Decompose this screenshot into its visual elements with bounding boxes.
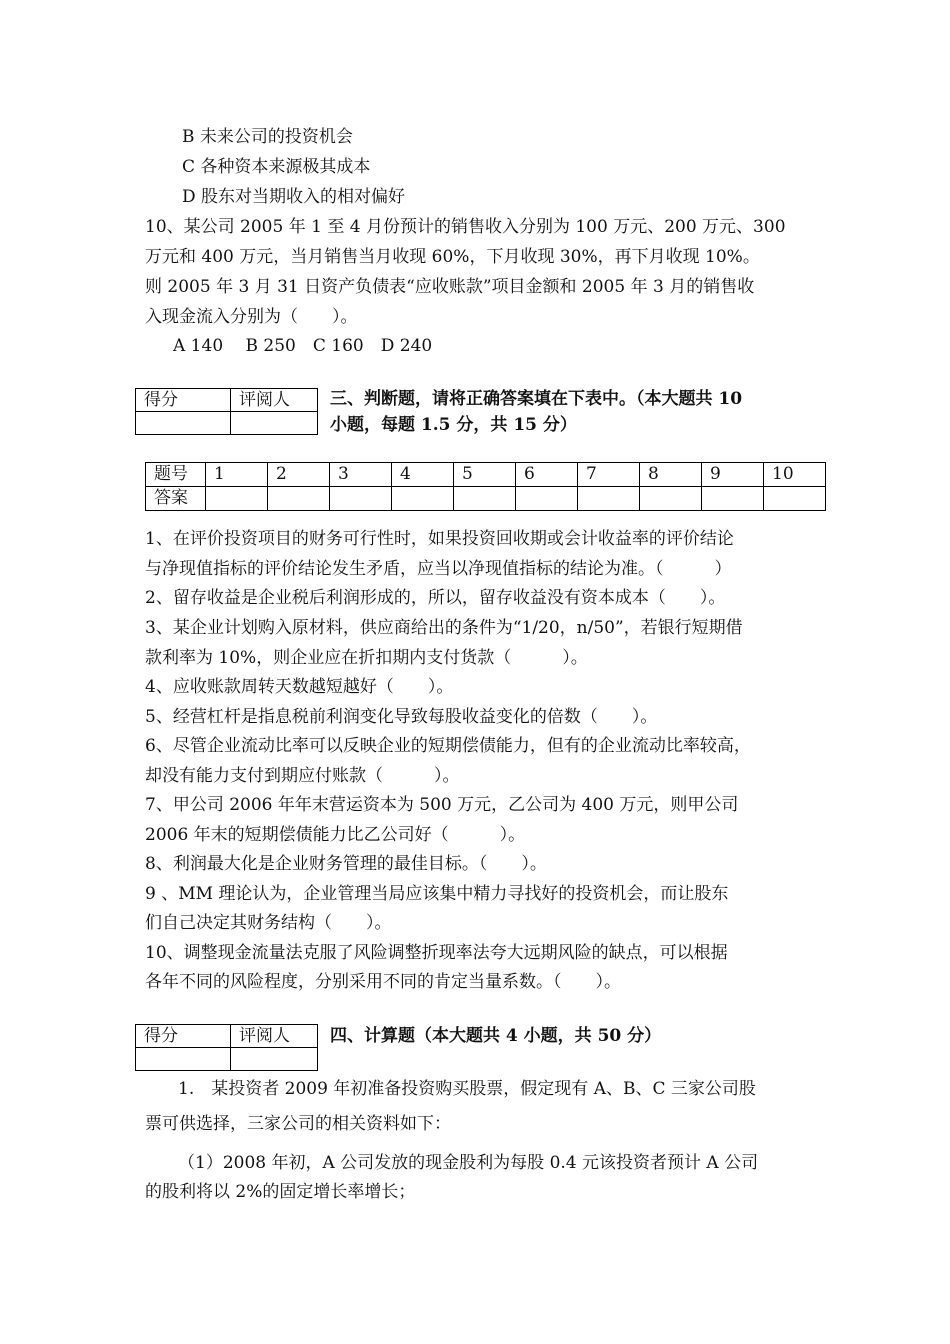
judge-line: 各年不同的风险程度，分别采用不同的肯定当量系数。（ ）。	[145, 972, 621, 992]
answer-table	[145, 462, 826, 511]
answer-table-header-row	[146, 463, 826, 487]
answer-cell	[206, 487, 268, 511]
judge-line: 5、经营杠杆是指息税前利润变化导致每股收益变化的倍数（ ）。	[145, 707, 658, 727]
judge-line: 却没有能力支付到期应付账款（ ）。	[145, 766, 460, 786]
answer-table-number: 10	[764, 463, 826, 487]
section3-title-line2: 小题，每题 1.5 分，共 15 分）	[330, 415, 577, 435]
answer-table-number: 8	[640, 463, 702, 487]
score-box-section4	[135, 1024, 318, 1071]
judge-line: 6、尽管企业流动比率可以反映企业的短期偿债能力，但有的企业流动比率较高，	[145, 736, 751, 756]
answer-cell	[454, 487, 516, 511]
answer-cell	[268, 487, 330, 511]
answer-table-number: 2	[268, 463, 330, 487]
judge-line: 与净现值指标的评价结论发生矛盾，应当以净现值指标的结论为准。（ ）	[145, 559, 732, 579]
answer-table-number: 6	[516, 463, 578, 487]
q9-option-d: D 股东对当期收入的相对偏好	[182, 187, 406, 207]
judge-line: 1、在评价投资项目的财务可行性时，如果投资回收期或会计收益率的评价结论	[145, 529, 734, 549]
answer-cell	[578, 487, 640, 511]
judge-line: 2、留存收益是企业税后利润形成的，所以，留存收益没有资本成本（ ）。	[145, 588, 726, 608]
answer-table-row2-label: 答案	[146, 487, 206, 511]
calc-line: （1）2008 年初，A 公司发放的现金股利为每股 0.4 元该投资者预计 A 公司	[178, 1153, 759, 1173]
answer-cell	[392, 487, 454, 511]
score-cell	[136, 412, 231, 435]
answer-table-number: 7	[578, 463, 640, 487]
judge-line: 款利率为 10%，则企业应在折扣期内支付货款（ ）。	[145, 648, 588, 668]
calc-line: 的股利将以 2%的固定增长率增长；	[145, 1182, 416, 1202]
reviewer-cell	[231, 412, 318, 435]
judge-line: 们自己决定其财务结构（ ）。	[145, 913, 392, 933]
judge-line: 8、利润最大化是企业财务管理的最佳目标。（ ）。	[145, 854, 547, 874]
judge-line: 2006 年末的短期偿债能力比乙公司好（ ）。	[145, 825, 526, 845]
section3-title-line1: 三、判断题，请将正确答案填在下表中。（本大题共 10	[330, 389, 743, 409]
answer-cell	[640, 487, 702, 511]
answer-table-number: 4	[392, 463, 454, 487]
reviewer-label: 评阅人	[231, 389, 318, 412]
score-label: 得分	[136, 1025, 231, 1048]
judge-line: 10、调整现金流量法克服了风险调整折现率法夸大远期风险的缺点，可以根据	[145, 943, 728, 963]
judge-line: 7、甲公司 2006 年年末营运资本为 500 万元，乙公司为 400 万元，则甲公司	[145, 795, 739, 815]
judge-line: 4、应收账款周转天数越短越好（ ）。	[145, 677, 454, 697]
answer-cell	[702, 487, 764, 511]
score-box-section3	[135, 388, 318, 435]
calc-line: 1. 某投资者 2009 年初准备投资购买股票，假定现有 A、B、C 三家公司股	[178, 1079, 756, 1099]
calc-line: 票可供选择，三家公司的相关资料如下：	[145, 1114, 451, 1134]
q9-option-c: C 各种资本来源极其成本	[182, 157, 371, 177]
answer-table-row1-label: 题号	[146, 463, 206, 487]
judge-line: 9 、MM 理论认为，企业管理当局应该集中精力寻找好的投资机会，而让股东	[145, 884, 729, 904]
answer-table-number: 5	[454, 463, 516, 487]
q10-line-2: 万元和 400 万元，当月销售当月收现 60%，下月收现 30%，再下月收现 10%。	[145, 247, 760, 267]
answer-cell	[764, 487, 826, 511]
score-label: 得分	[136, 389, 231, 412]
q10-options: A 140 B 250 C 160 D 240	[173, 336, 433, 356]
answer-table-number: 1	[206, 463, 268, 487]
section4-title: 四、计算题（本大题共 4 小题，共 50 分）	[330, 1026, 662, 1046]
q9-option-b: B 未来公司的投资机会	[182, 127, 353, 147]
reviewer-label: 评阅人	[231, 1025, 318, 1048]
reviewer-cell	[231, 1048, 318, 1071]
judge-line: 3、某企业计划购入原材料，供应商给出的条件为“1/20，n/50”，若银行短期借	[145, 618, 743, 638]
answer-cell	[330, 487, 392, 511]
answer-table-number: 3	[330, 463, 392, 487]
score-cell	[136, 1048, 231, 1071]
q10-line-4: 入现金流入分别为（ ）。	[145, 307, 358, 327]
q10-line-1: 10、某公司 2005 年 1 至 4 月份预计的销售收入分别为 100 万元、200 万元、300	[145, 217, 786, 237]
answer-table-number: 9	[702, 463, 764, 487]
q10-line-3: 则 2005 年 3 月 31 日资产负债表“应收账款”项目金额和 2005 年 3 月的销售收	[145, 277, 755, 297]
answer-table-answer-row	[146, 487, 826, 511]
answer-cell	[516, 487, 578, 511]
